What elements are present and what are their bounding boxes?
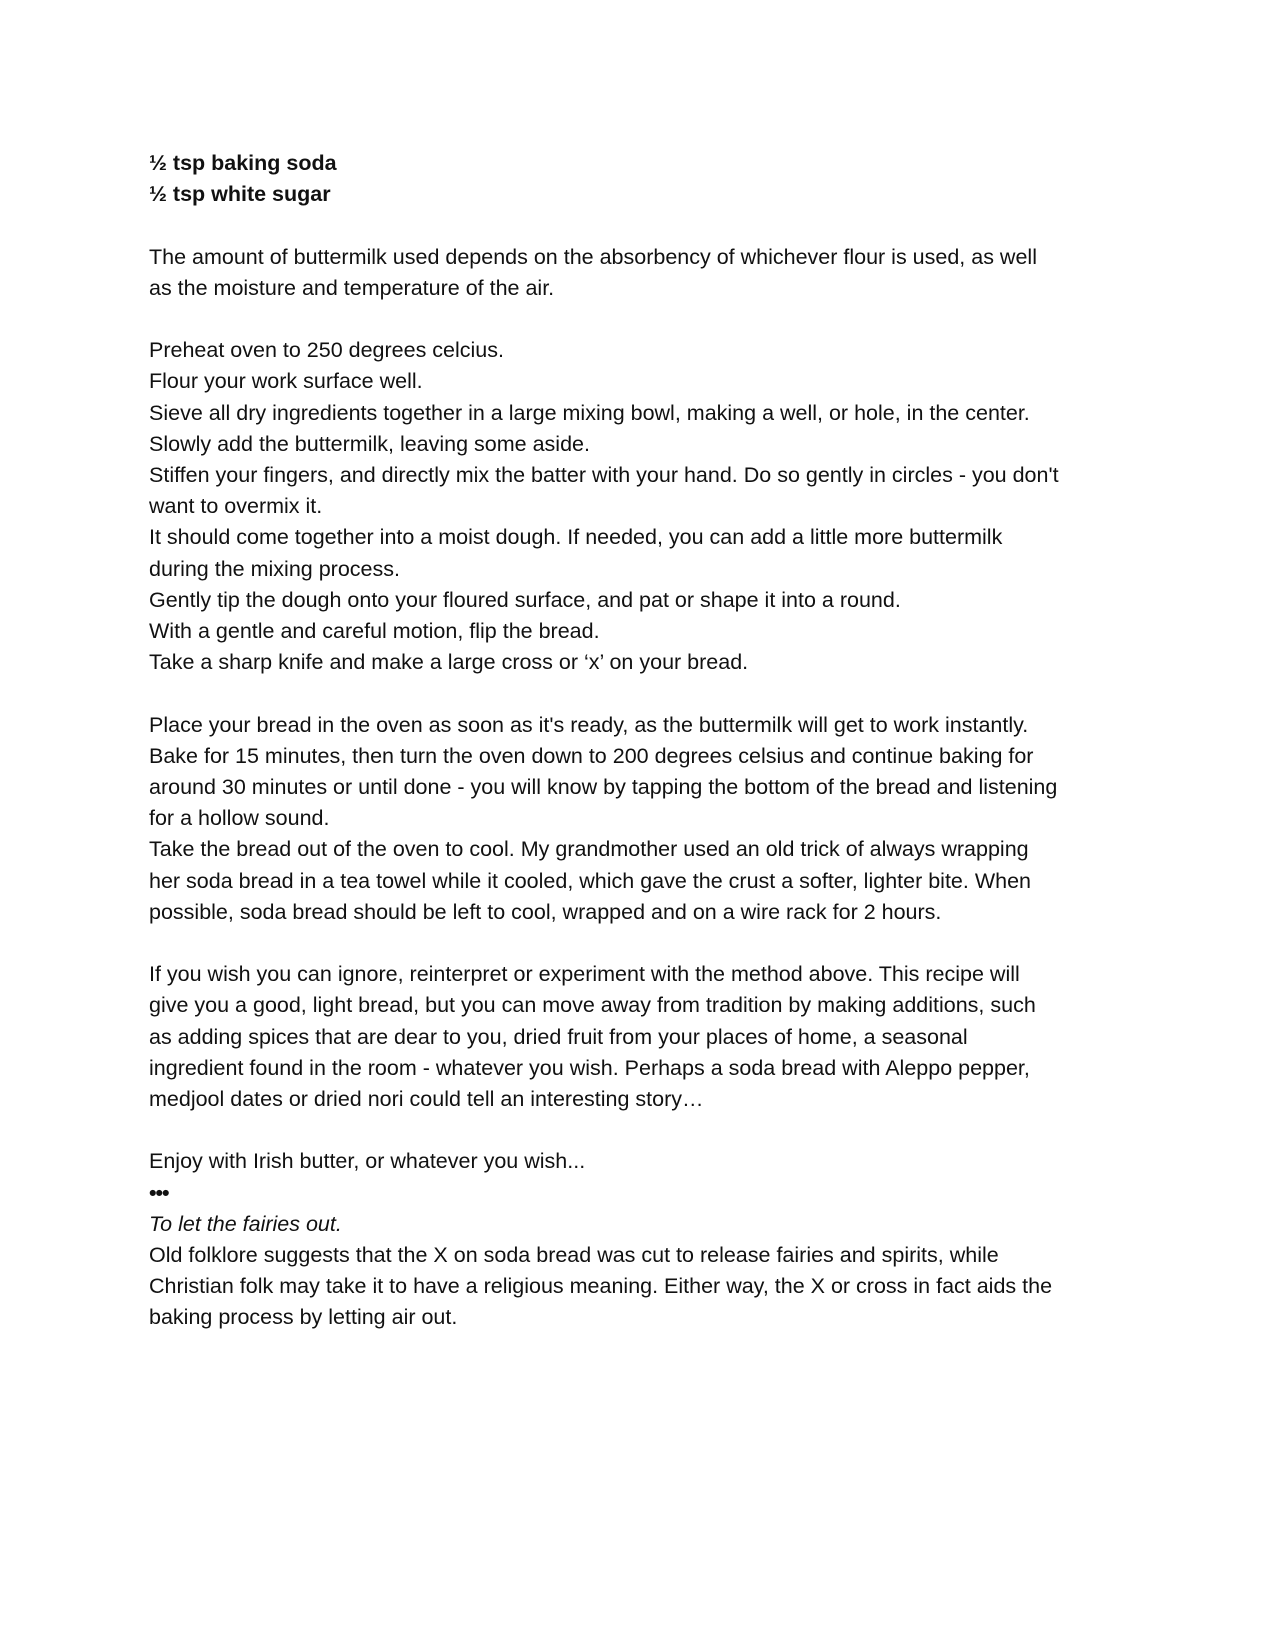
serving-suggestion: Enjoy with Irish butter, or whatever you wish...: [149, 1149, 586, 1174]
folklore-line: Old folklore suggests that the X on soda bread was cut to release fairies and spirits, while: [149, 1243, 999, 1268]
paragraph-gap: [149, 928, 1139, 959]
variations-line: give you a good, light bread, but you can move away from tradition by making additions, such: [149, 993, 1036, 1018]
baking-instructions: [149, 710, 1139, 928]
variations-paragraph: [149, 959, 1139, 1115]
method-line: Stiffen your fingers, and directly mix the batter with your hand. Do so gently in circles - you don't: [149, 463, 1059, 487]
baking-line: possible, soda bread should be left to cool, wrapped and on a wire rack for 2 hours.: [149, 899, 942, 924]
method-line: With a gentle and careful motion, flip the bread.: [149, 619, 600, 644]
section-separator: •••: [149, 1180, 169, 1205]
buttermilk-note: [149, 242, 1139, 304]
baking-line: around 30 minutes or until done - you will know by tapping the bottom of the bread and listening: [149, 775, 1058, 800]
baking-line: for a hollow sound.: [149, 806, 330, 831]
method-line: Take a sharp knife and make a large cross or ‘x’ on your bread.: [149, 650, 749, 675]
method-line: Preheat oven to 250 degrees celcius.: [149, 338, 504, 363]
variations-line: as adding spices that are dear to you, dried fruit from your places of home, a seasonal: [149, 1024, 968, 1049]
method-line: want to overmix it.: [149, 494, 323, 519]
baking-line: Bake for 15 minutes, then turn the oven down to 200 degrees celsius and continue baking for: [149, 743, 1034, 768]
variations-line: medjool dates or dried nori could tell an interesting story…: [149, 1087, 704, 1112]
document-page: [149, 148, 1139, 1334]
paragraph-gap: [149, 304, 1139, 335]
method-line: It should come together into a moist dough. If needed, you can add a little more buttermilk: [149, 525, 1003, 550]
folklore-line: baking process by letting air out.: [149, 1305, 458, 1330]
paragraph-gap: [149, 210, 1139, 241]
ingredient-white-sugar: ½ tsp white sugar: [149, 182, 331, 207]
ingredient-baking-soda: ½ tsp baking soda: [149, 151, 337, 175]
ingredients-list: [149, 148, 1139, 210]
note-line: The amount of buttermilk used depends on the absorbency of whichever flour is used, as well: [149, 244, 1037, 269]
paragraph-gap: [149, 1115, 1139, 1146]
method-line: Slowly add the buttermilk, leaving some aside.: [149, 431, 590, 456]
note-line: as the moisture and temperature of the air.: [149, 275, 555, 300]
folklore-line: Christian folk may take it to have a religious meaning. Either way, the X or cross in fact aids the: [149, 1274, 1053, 1299]
method-line: during the mixing process.: [149, 556, 400, 581]
paragraph-gap: [149, 678, 1139, 709]
baking-line: her soda bread in a tea towel while it cooled, which gave the crust a softer, lighter bite. When: [149, 868, 1031, 893]
baking-line: Take the bread out of the oven to cool. My grandmother used an old trick of always wrapping: [149, 837, 1029, 862]
folklore-heading: To let the fairies out.: [149, 1211, 342, 1236]
method-line: Gently tip the dough onto your floured surface, and pat or shape it into a round.: [149, 587, 901, 612]
folklore-section: [149, 1209, 1139, 1334]
method-line: Flour your work surface well.: [149, 369, 423, 394]
variations-line: If you wish you can ignore, reinterpret or experiment with the method above. This recipe will: [149, 962, 1020, 987]
method-steps: [149, 335, 1139, 678]
variations-line: ingredient found in the room - whatever you wish. Perhaps a soda bread with Aleppo pepper,: [149, 1055, 1030, 1080]
method-line: Sieve all dry ingredients together in a large mixing bowl, making a well, or hole, in the center.: [149, 400, 1030, 425]
baking-line: Place your bread in the oven as soon as it's ready, as the buttermilk will get to work instantly.: [149, 712, 1029, 737]
